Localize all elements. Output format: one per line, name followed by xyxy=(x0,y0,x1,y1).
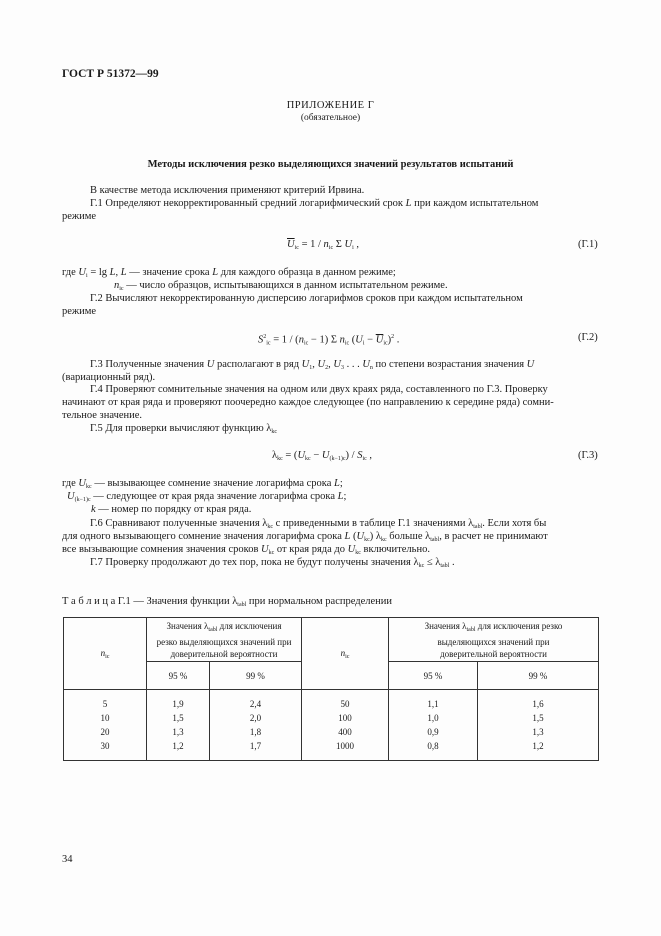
header-n-left: $n_{ic}$ xyxy=(64,618,147,690)
header-99-left: 99 % xyxy=(210,662,302,690)
g6-line-2: для одного вызывающего сомнение значения логарифма срока L $(U_{kc})$ $\lambda_{kc}$ больше $\lambda_{tabl}$, в расчет не принимают xyxy=(62,531,548,543)
equation-g3: $\lambda_{kc} = (U_{kc} - U_{(k-1)c}) / S_{ic}$ , xyxy=(272,450,373,462)
header-n-right: $n_{ic}$ xyxy=(302,618,389,690)
table-cell-99-right: 1,6 1,5 1,3 1,2 xyxy=(478,690,599,761)
g6-line-1: Г.6 Сравнивают полученные значения $\lambda_{kc}$ с приведенными в таблице Г.1 значениями $\lambda_{tabl}$. Если хотя бы xyxy=(90,518,547,530)
appendix-title: ПРИЛОЖЕНИЕ Г xyxy=(286,100,375,111)
g1-line: Г.1 Определяют некорректированный средний логарифмический срок L при каждом испытательном xyxy=(90,198,539,209)
g3-line-2: (вариационный ряд). xyxy=(62,372,156,383)
g1-line-2: режиме xyxy=(62,211,97,222)
where-g1-line-1: где $U_i = \lg L$, L — значение срока L для каждого образца в данном режиме; xyxy=(62,267,396,279)
equation-g2: $S^2_{ic} = 1 / (n_{ic} - 1)$ Σ $n_{ic}$ $(U_i - \overline{U}_{ic})^2$ . xyxy=(258,334,400,347)
where-g1-line-2: $n_{ic}$ — число образцов, испытывающихся в данном испытательном режиме. xyxy=(114,280,448,292)
table-cell-99-left: 2,4 2,0 1,8 1,7 xyxy=(210,690,302,761)
table-caption: Т а б л и ц а Г.1 — Значения функции $\lambda_{tabl}$ при нормальном распределении xyxy=(62,596,393,608)
equation-g2-number: (Г.2) xyxy=(578,332,598,343)
doc-code: ГОСТ Р 51372—99 xyxy=(62,68,159,80)
g5-line: Г.5 Для проверки вычисляют функцию $\lambda_{kc}$ xyxy=(90,423,278,435)
table-cell-n-left: 5 10 20 30 xyxy=(64,690,147,761)
g7-line: Г.7 Проверку продолжают до тех пор, пока не будут получены значения $\lambda_{kc} \le \lambda_{tabl}$ . xyxy=(90,557,455,569)
lambda-table xyxy=(63,617,599,761)
appendix-status: (обязательное) xyxy=(300,113,361,123)
table-cell-n-right: 50 100 400 1000 xyxy=(302,690,389,761)
g4-line-2: начинают от края ряда и проверяют поочередно каждое следующее (по направлению к середине ряда) сомни- xyxy=(62,397,554,408)
where-g3-line-1: где $U_{kc}$ — вызывающее сомнение значение логарифма срока L; xyxy=(62,478,343,490)
header-95-right: 95 % xyxy=(389,662,478,690)
intro-paragraph: В качестве метода исключения применяют критерий Ирвина. xyxy=(90,185,365,196)
table-cell-95-right: 1,1 1,0 0,9 0,8 xyxy=(389,690,478,761)
header-99-right: 99 % xyxy=(478,662,599,690)
where-g3-line-3: k — номер по порядку от края ряда. xyxy=(91,504,252,515)
header-values-left: Значения $\lambda_{tabl}$ для исключения резко выделяющихся значений при доверительной вероятности xyxy=(147,618,302,662)
g2-line: Г.2 Вычисляют некорректированную дисперсию логарифмов сроков при каждом испытательном xyxy=(90,293,523,304)
g4-line-1: Г.4 Проверяют сомнительные значения на одном или двух краях ряда, составленного по Г.3. Проверку xyxy=(90,384,548,395)
g6-line-3: все вызывающие сомнения значения сроков $U_{kc}$ от края ряда до $U_{kc}$ включительно. xyxy=(62,544,430,556)
equation-g1: $\overline{U}_{ic} = 1 / n_{ic}$ Σ $U_i$ , xyxy=(287,239,360,251)
g2-line-2: режиме xyxy=(62,306,97,317)
section-title: Методы исключения резко выделяющихся значений результатов испытаний xyxy=(147,159,514,170)
g4-line-3: тельное значение. xyxy=(62,410,143,421)
table-cell-95-left: 1,9 1,5 1,3 1,2 xyxy=(147,690,210,761)
g3-line: Г.3 Полученные значения U располагают в ряд $U_1$, $U_2$, $U_3$ . . . $U_n$ по степени возрастания значения U xyxy=(90,359,535,371)
header-values-right: Значения $\lambda_{tabl}$ для исключения резко выделяющихся значений при доверительной вероятности xyxy=(389,618,599,662)
equation-g1-number: (Г.1) xyxy=(578,239,598,250)
where-g3-line-2: $U_{(k-1)c}$ — следующее от края ряда значение логарифма срока L; xyxy=(67,491,347,503)
page-number: 34 xyxy=(62,854,73,865)
equation-g3-number: (Г.3) xyxy=(578,450,598,461)
header-95-left: 95 % xyxy=(147,662,210,690)
